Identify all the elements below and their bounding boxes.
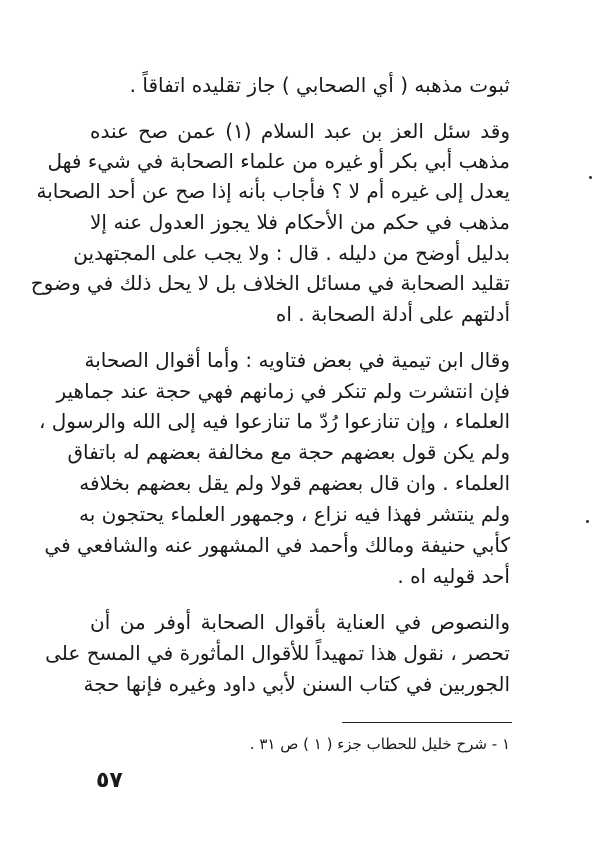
text-line-13: العلماء . وان قال بعضهم قولا ولم يقل بعضهم بخلافه bbox=[79, 471, 510, 495]
text-line-8: أدلتهم على أدلة الصحابة . اه bbox=[275, 302, 510, 326]
text-line-14: ولم ينتشر فهذا فيه نزاع ، وجمهور العلماء يحتجون به bbox=[79, 502, 510, 526]
footnote: ١ - شرح خليل للحطاب جزء ( ١ ) ص ٣١ . bbox=[249, 735, 510, 753]
text-line-7: تقليد الصحابة في مسائل الخلاف بل لا يحل ذلك في وضوح bbox=[30, 271, 510, 295]
text-line-15: كأبي حنيفة ومالك وأحمد في المشهور عنه والشافعي في bbox=[44, 533, 510, 557]
text-line-2: وقد سئل العز بن عبد السلام (١) عمن صح عنده bbox=[90, 119, 510, 143]
scan-speck bbox=[586, 520, 589, 523]
page-number: ٥٧ bbox=[96, 768, 123, 793]
scan-speck bbox=[589, 176, 592, 179]
text-line-17: والنصوص في العناية بأقوال الصحابة أوفر من أن bbox=[90, 610, 510, 634]
text-line-5: مذهب في حكم من الأحكام فلا يجوز العدول عنه إلا bbox=[90, 210, 510, 234]
text-line-18: تحصر ، نقول هذا تمهيداً للأقوال المأثورة في المسح على bbox=[45, 641, 510, 665]
text-line-10: فإن انتشرت ولم تنكر في زمانهم فهي حجة عند جماهير bbox=[56, 379, 510, 403]
text-line-16: أحد قوليه اه . bbox=[397, 564, 510, 588]
text-line-11: العلماء ، وإن تنازعوا رُدّ ما تنازعوا فيه إلى الله والرسول ، bbox=[38, 409, 510, 433]
text-line-1: ثبوت مذهبه ( أي الصحابي ) جاز تقليده اتفاقاً . bbox=[129, 73, 510, 97]
text-line-19: الجوربين في كتاب السنن لأبي داود وغيره فإنها حجة bbox=[83, 672, 510, 696]
text-line-3: مذهب أبي بكر أو غيره من علماء الصحابة في شيء فهل bbox=[47, 149, 510, 173]
text-line-12: ولم يكن قول بعضهم حجة مع مخالفة بعضهم له باتفاق bbox=[67, 440, 510, 464]
text-line-9: وقال ابن تيمية في بعض فتاويه : وأما أقوال الصحابة bbox=[84, 348, 510, 372]
text-line-4: يعدل إلى غيره أم لا ؟ فأجاب بأنه إذا صح عن أحد الصحابة bbox=[36, 179, 510, 203]
text-line-6: بدليل أوضح من دليله . قال : ولا يجب على المجتهدين bbox=[73, 241, 510, 265]
footnote-separator bbox=[342, 722, 512, 723]
